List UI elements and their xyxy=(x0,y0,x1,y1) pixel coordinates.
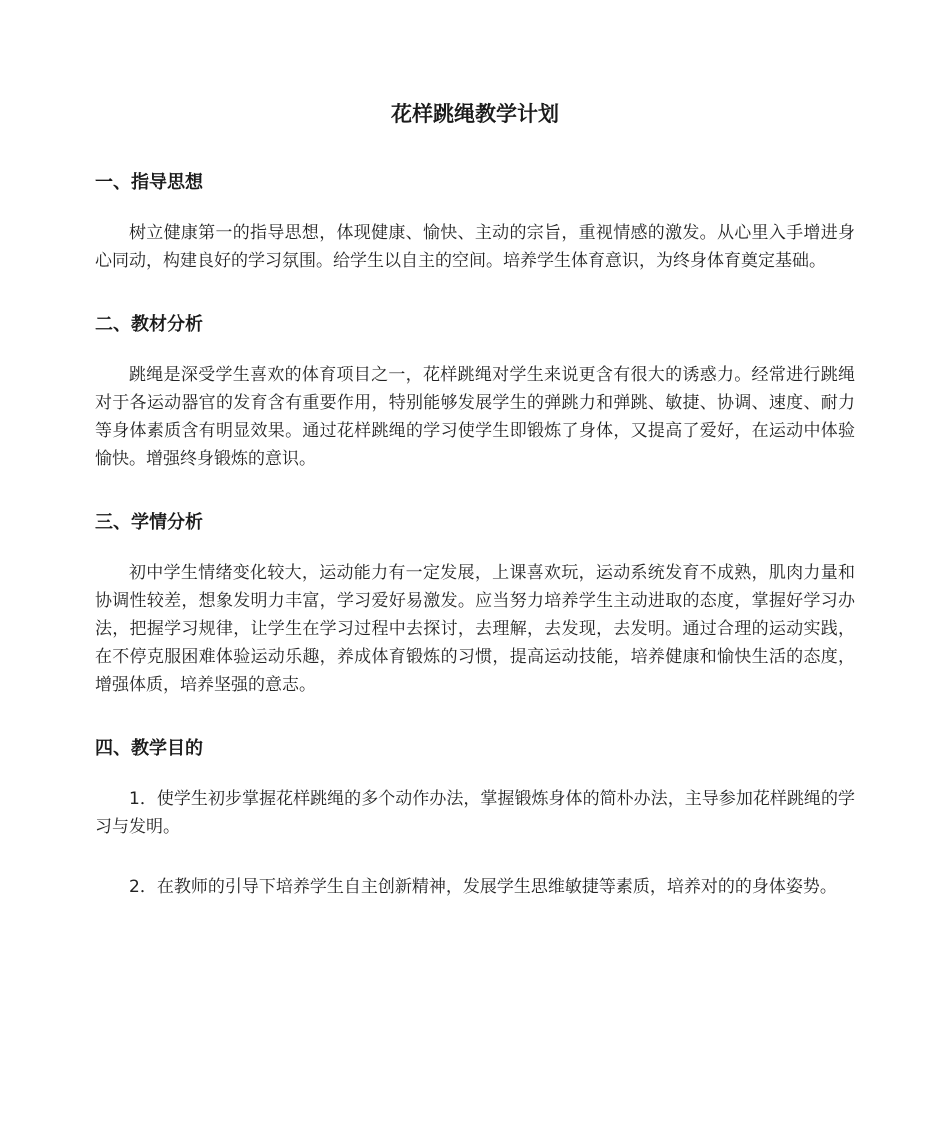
section-heading: 三、学情分析 xyxy=(95,512,203,533)
goal-item: 1．使学生初步掌握花样跳绳的多个动作办法，掌握锻炼身体的简朴办法，主导参加花样跳绳的学习与发明。 xyxy=(95,789,855,837)
section-heading: 四、教学目的 xyxy=(95,738,203,759)
document-page xyxy=(95,95,855,901)
section-student-analysis xyxy=(95,507,855,699)
goal-item: 2．在教师的引导下培养学生自主创新精神，发展学生思维敏捷等素质，培养对的的身体姿势。 xyxy=(129,877,837,897)
section-material-analysis xyxy=(95,309,855,473)
section-paragraph: 跳绳是深受学生喜欢的体育项目之一，花样跳绳对学生来说更含有很大的诱惑力。经常进行跳绳对于各运动器官的发育含有重要作用，特别能够发展学生的弹跳力和弹跳、敏捷、协调、速度、耐力等身体素质含有明显效果。通过花样跳绳的学习使学生即锻炼了身体，又提高了爱好，在运动中体验愉快。增强终身锻炼的意识。 xyxy=(95,365,855,469)
section-heading: 一、指导思想 xyxy=(95,172,203,193)
document-title: 花样跳绳教学计划 xyxy=(391,102,559,126)
section-guiding-thought xyxy=(95,167,855,275)
section-heading: 二、教材分析 xyxy=(95,314,203,335)
section-teaching-goals xyxy=(95,733,855,901)
section-paragraph: 树立健康第一的指导思想，体现健康、愉快、主动的宗旨，重视情感的激发。从心里入手增进身心同动，构建良好的学习氛围。给学生以自主的空间。培养学生体育意识，为终身体育奠定基础。 xyxy=(95,223,855,271)
section-paragraph: 初中学生情绪变化较大，运动能力有一定发展，上课喜欢玩，运动系统发育不成熟，肌肉力量和协调性较差，想象发明力丰富，学习爱好易激发。应当努力培养学生主动进取的态度，掌握好学习办法，把握学习规律，让学生在学习过程中去探讨，去理解，去发现，去发明。通过合理的运动实践，在不停克服困难体验运动乐趣，养成体育锻炼的习惯，提高运动技能，培养健康和愉快生活的态度，增强体质，培养坚强的意志。 xyxy=(95,563,855,695)
